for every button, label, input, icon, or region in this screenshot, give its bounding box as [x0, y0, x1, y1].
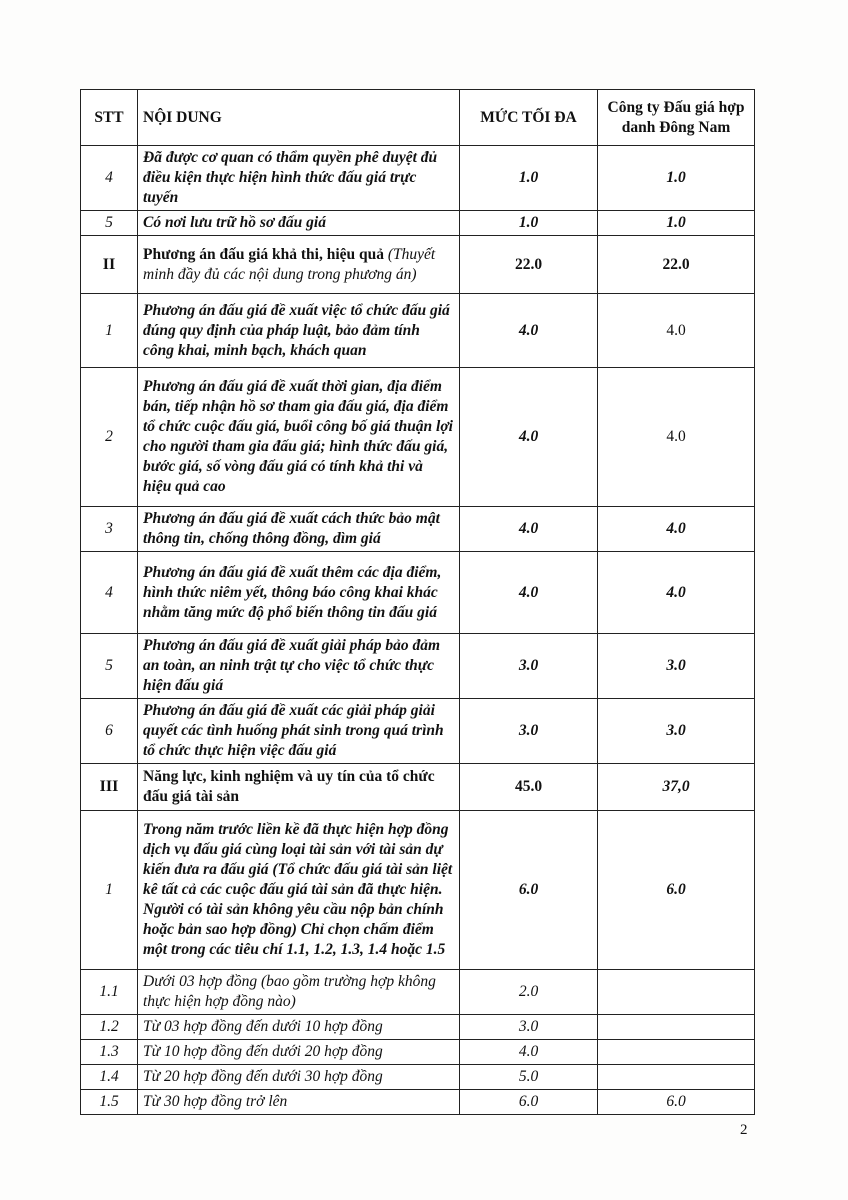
row-content: Từ 10 hợp đồng đến dưới 20 hợp đồng	[138, 1040, 460, 1065]
row-max: 1.0	[460, 146, 598, 211]
row-stt: 6	[81, 699, 138, 764]
row-stt: 5	[81, 634, 138, 699]
row-max: 22.0	[460, 236, 598, 294]
row-score: 3.0	[598, 699, 755, 764]
row-content: Phương án đấu giá đề xuất thời gian, địa điểm bán, tiếp nhận hồ sơ tham gia đấu giá, địa điểm tổ chức cuộc đấu giá, buổi công bố giá thuận lợi cho người tham gia đấu giá; hình thức đấu giá, bước giá, số vòng đấu giá có tính khả thi và hiệu quả cao	[138, 368, 460, 507]
row-content: Từ 03 hợp đồng đến dưới 10 hợp đồng	[138, 1015, 460, 1040]
table-row	[81, 294, 755, 368]
table-row	[81, 1040, 755, 1065]
row-max: 4.0	[460, 507, 598, 552]
row-max: 3.0	[460, 699, 598, 764]
row-content: Phương án đấu giá đề xuất giải pháp bảo đảm an toàn, an ninh trật tự cho việc tổ chức thực hiện đấu giá	[138, 634, 460, 699]
row-stt: 1	[81, 811, 138, 970]
row-stt: III	[81, 764, 138, 811]
row-content: Trong năm trước liền kề đã thực hiện hợp đồng dịch vụ đấu giá cùng loại tài sản với tài sản dự kiến đưa ra đấu giá (Tổ chức đấu giá tài sản liệt kê tất cả các cuộc đấu giá tài sản đã thực hiện. Người có tài sản không yêu cầu nộp bản chính hoặc bản sao hợp đồng) Chỉ chọn chấm điểm một trong các tiêu chí 1.1, 1.2, 1.3, 1.4 hoặc 1.5	[138, 811, 460, 970]
header-noi-dung: NỘI DUNG	[138, 90, 460, 146]
row-stt: 1.4	[81, 1065, 138, 1090]
table-row	[81, 811, 755, 970]
row-max: 6.0	[460, 1090, 598, 1115]
row-max: 4.0	[460, 294, 598, 368]
row-score	[598, 970, 755, 1015]
row-content: Phương án đấu giá đề xuất các giải pháp giải quyết các tình huống phát sinh trong quá trình tổ chức thực hiện việc đấu giá	[138, 699, 460, 764]
row-score: 1.0	[598, 211, 755, 236]
header-muc-toi-da: MỨC TỐI ĐA	[460, 90, 598, 146]
row-content: Phương án đấu giá đề xuất cách thức bảo mật thông tin, chống thông đồng, dìm giá	[138, 507, 460, 552]
row-content: Đã được cơ quan có thẩm quyền phê duyệt đủ điều kiện thực hiện hình thức đấu giá trực tuyến	[138, 146, 460, 211]
row-content: Dưới 03 hợp đồng (bao gồm trường hợp không thực hiện hợp đồng nào)	[138, 970, 460, 1015]
table-row	[81, 146, 755, 211]
row-stt: 1	[81, 294, 138, 368]
row-score: 22.0	[598, 236, 755, 294]
scoring-table	[80, 89, 755, 1115]
table-row	[81, 1065, 755, 1090]
row-stt: 1.1	[81, 970, 138, 1015]
section-title: Phương án đấu giá khả thi, hiệu quả	[143, 245, 385, 263]
table-row	[81, 699, 755, 764]
row-max: 6.0	[460, 811, 598, 970]
table-row	[81, 1015, 755, 1040]
header-company: Công ty Đấu giá hợp danh Đông Nam	[598, 90, 755, 146]
row-max: 2.0	[460, 970, 598, 1015]
row-content: Năng lực, kinh nghiệm và uy tín của tổ chức đấu giá tài sản	[138, 764, 460, 811]
row-score: 4.0	[598, 552, 755, 634]
table-row	[81, 507, 755, 552]
page-number: 2	[740, 1122, 748, 1138]
row-stt: 4	[81, 552, 138, 634]
row-stt: 1.5	[81, 1090, 138, 1115]
row-score: 3.0	[598, 634, 755, 699]
header-stt: STT	[81, 90, 138, 146]
row-content: Từ 30 hợp đồng trở lên	[138, 1090, 460, 1115]
row-stt: 1.2	[81, 1015, 138, 1040]
row-score: 6.0	[598, 1090, 755, 1115]
row-max: 3.0	[460, 634, 598, 699]
row-stt: II	[81, 236, 138, 294]
row-content: Từ 20 hợp đồng đến dưới 30 hợp đồng	[138, 1065, 460, 1090]
row-score	[598, 1015, 755, 1040]
row-content	[138, 236, 460, 294]
row-score: 1.0	[598, 146, 755, 211]
row-max: 45.0	[460, 764, 598, 811]
row-max: 1.0	[460, 211, 598, 236]
row-content: Có nơi lưu trữ hồ sơ đấu giá	[138, 211, 460, 236]
row-stt: 4	[81, 146, 138, 211]
row-content: Phương án đấu giá đề xuất việc tổ chức đấu giá đúng quy định của pháp luật, bảo đảm tính công khai, minh bạch, khách quan	[138, 294, 460, 368]
table-row	[81, 368, 755, 507]
table-header-row	[81, 90, 755, 146]
table-row	[81, 970, 755, 1015]
row-stt: 1.3	[81, 1040, 138, 1065]
row-max: 5.0	[460, 1065, 598, 1090]
table-row-section	[81, 764, 755, 811]
row-score	[598, 1040, 755, 1065]
row-score: 4.0	[598, 294, 755, 368]
table-row	[81, 1090, 755, 1115]
section-note: (Thuyết minh đầy đủ các nội dung trong phương án)	[143, 245, 436, 283]
row-score: 6.0	[598, 811, 755, 970]
row-max: 3.0	[460, 1015, 598, 1040]
row-score: 37,0	[598, 764, 755, 811]
row-max: 4.0	[460, 368, 598, 507]
table-row	[81, 634, 755, 699]
row-score: 4.0	[598, 368, 755, 507]
table-row-section	[81, 236, 755, 294]
row-stt: 5	[81, 211, 138, 236]
row-max: 4.0	[460, 552, 598, 634]
row-stt: 2	[81, 368, 138, 507]
row-score	[598, 1065, 755, 1090]
row-score: 4.0	[598, 507, 755, 552]
row-max: 4.0	[460, 1040, 598, 1065]
row-content: Phương án đấu giá đề xuất thêm các địa điểm, hình thức niêm yết, thông báo công khai khác nhằm tăng mức độ phổ biến thông tin đấu giá	[138, 552, 460, 634]
table-row	[81, 211, 755, 236]
row-stt: 3	[81, 507, 138, 552]
table-row	[81, 552, 755, 634]
